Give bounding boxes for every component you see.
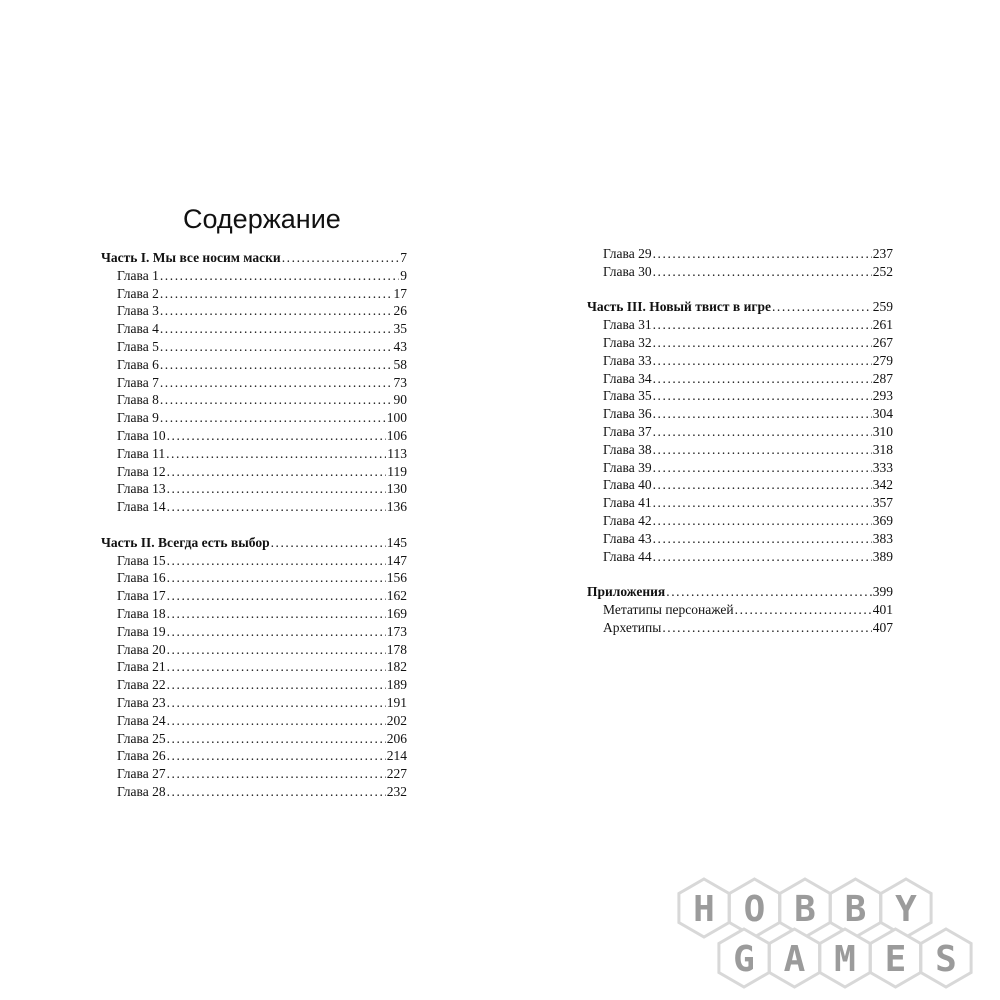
- toc-entry-title: Глава 15: [117, 552, 166, 568]
- toc-page-number: 58: [393, 356, 407, 372]
- toc-chapter-entry[interactable]: [587, 352, 893, 370]
- toc-page-number: 383: [872, 530, 893, 546]
- toc-page-number: 279: [872, 352, 893, 368]
- toc-chapter-entry[interactable]: [587, 512, 893, 530]
- toc-entry-title: Глава 42: [603, 512, 652, 528]
- toc-page-number: 162: [386, 588, 407, 604]
- toc-chapter-entry[interactable]: [101, 747, 407, 765]
- toc-page-number: 342: [872, 477, 893, 493]
- toc-dot-leader: [653, 530, 872, 548]
- toc-chapter-entry[interactable]: [101, 730, 407, 748]
- toc-page-number: 182: [386, 659, 407, 675]
- logo-letter: A: [783, 939, 806, 980]
- logo-letter: Y: [895, 889, 917, 930]
- toc-entry-title: Глава 40: [603, 477, 652, 493]
- toc-page-number: 261: [872, 317, 893, 333]
- toc-chapter-entry[interactable]: [101, 480, 407, 498]
- toc-entry-title: Глава 9: [117, 410, 159, 426]
- toc-entry-title: Глава 39: [603, 459, 652, 475]
- toc-entry-title: Глава 18: [117, 605, 166, 621]
- toc-spacer: [587, 281, 893, 299]
- toc-page-number: 26: [393, 303, 407, 319]
- toc-entry-title: Глава 36: [603, 406, 652, 422]
- toc-chapter-entry[interactable]: [101, 712, 407, 730]
- toc-entry-title: Глава 29: [603, 246, 652, 261]
- toc-page-number: 407: [872, 619, 893, 635]
- toc-entry-title: Глава 10: [117, 427, 166, 443]
- toc-dot-leader: [166, 445, 386, 463]
- toc-dot-leader: [167, 623, 386, 641]
- toc-chapter-entry[interactable]: [101, 605, 407, 623]
- toc-chapter-entry[interactable]: [587, 334, 893, 352]
- toc-chapter-entry[interactable]: [101, 463, 407, 481]
- toc-chapter-entry[interactable]: [587, 548, 893, 566]
- toc-dot-leader: [167, 480, 386, 498]
- toc-page-number: 73: [393, 374, 407, 390]
- logo-letter: H: [693, 889, 715, 930]
- toc-chapter-entry[interactable]: [101, 445, 407, 463]
- toc-dot-leader: [160, 302, 393, 320]
- toc-chapter-entry[interactable]: [587, 423, 893, 441]
- toc-page-number: 357: [872, 495, 893, 511]
- toc-entry-title: Глава 12: [117, 463, 166, 479]
- toc-dot-leader: [167, 747, 386, 765]
- toc-part-entry[interactable]: [101, 534, 407, 552]
- toc-entry-title: Приложения: [587, 584, 666, 600]
- toc-chapter-entry[interactable]: [101, 320, 407, 338]
- toc-chapter-entry[interactable]: [101, 783, 407, 801]
- toc-left-column: [101, 249, 407, 801]
- toc-chapter-entry[interactable]: [101, 285, 407, 303]
- toc-chapter-entry[interactable]: [587, 601, 893, 619]
- toc-entry-title: Глава 28: [117, 783, 166, 799]
- toc-page-number: 252: [872, 263, 893, 279]
- toc-dot-leader: [282, 249, 400, 267]
- toc-entry-title: Глава 41: [603, 495, 652, 511]
- toc-page-number: 202: [386, 712, 407, 728]
- toc-page-number: 214: [386, 748, 407, 764]
- toc-entry-title: Глава 38: [603, 441, 652, 457]
- toc-dot-leader: [167, 765, 386, 783]
- toc-part-entry[interactable]: [587, 298, 893, 316]
- logo-letter: S: [935, 939, 957, 980]
- toc-dot-leader: [167, 463, 387, 481]
- toc-page-number: 267: [872, 334, 893, 350]
- toc-entry-title: Глава 7: [117, 374, 159, 390]
- toc-entry-title: Глава 2: [117, 285, 159, 301]
- toc-entry-title: Часть II. Всегда есть выбор: [101, 534, 270, 550]
- toc-chapter-entry[interactable]: [101, 409, 407, 427]
- toc-dot-leader: [167, 427, 386, 445]
- toc-page-number: 130: [386, 481, 407, 497]
- toc-chapter-entry[interactable]: [101, 694, 407, 712]
- toc-dot-leader: [666, 583, 872, 601]
- toc-chapter-entry[interactable]: [101, 641, 407, 659]
- toc-entry-title: Глава 4: [117, 321, 159, 337]
- page-title: Содержание: [183, 204, 341, 234]
- toc-page-number: 7: [400, 250, 407, 265]
- logo-letter: M: [834, 939, 856, 980]
- toc-part-entry[interactable]: [101, 249, 407, 267]
- toc-dot-leader: [653, 494, 872, 512]
- toc-dot-leader: [160, 374, 393, 392]
- toc-page-number: 100: [386, 410, 407, 426]
- toc-entry-title: Глава 19: [117, 623, 166, 639]
- toc-chapter-entry[interactable]: [587, 459, 893, 477]
- toc-chapter-entry[interactable]: [587, 387, 893, 405]
- hobby-games-watermark-logo: [672, 876, 990, 996]
- toc-dot-leader: [160, 391, 393, 409]
- toc-spacer: [587, 565, 893, 583]
- toc-page-number: 178: [386, 641, 407, 657]
- toc-spacer: [101, 516, 407, 534]
- toc-page-number: 169: [386, 605, 407, 621]
- toc-chapter-entry[interactable]: [587, 441, 893, 459]
- toc-page-number: 113: [387, 445, 407, 461]
- toc-chapter-entry[interactable]: [587, 370, 893, 388]
- toc-chapter-entry[interactable]: [587, 619, 893, 637]
- logo-letter: E: [884, 939, 907, 980]
- toc-chapter-entry[interactable]: [101, 676, 407, 694]
- toc-page-number: 17: [393, 285, 407, 301]
- toc-entry-title: Глава 1: [117, 267, 159, 283]
- toc-entry-title: Часть III. Новый твист в игре: [587, 299, 771, 315]
- toc-dot-leader: [167, 730, 386, 748]
- toc-page-number: 189: [386, 677, 407, 693]
- toc-chapter-entry[interactable]: [101, 658, 407, 676]
- toc-entry-title: Глава 27: [117, 766, 166, 782]
- logo-letter: O: [743, 889, 766, 930]
- toc-dot-leader: [160, 285, 393, 303]
- toc-entry-title: Глава 34: [603, 370, 652, 386]
- toc-page-number: 147: [386, 552, 407, 568]
- toc-dot-leader: [653, 387, 872, 405]
- toc-dot-leader: [167, 658, 386, 676]
- toc-dot-leader: [271, 534, 386, 552]
- toc-page-number: 43: [393, 338, 407, 354]
- toc-page-number: 232: [386, 783, 407, 799]
- toc-dot-leader: [653, 512, 872, 530]
- toc-page-number: 35: [393, 321, 407, 337]
- toc-dot-leader: [167, 712, 386, 730]
- toc-dot-leader: [160, 409, 386, 427]
- toc-page-number: 173: [386, 623, 407, 639]
- toc-dot-leader: [653, 548, 872, 566]
- toc-page-number: 9: [400, 267, 407, 283]
- toc-entry-title: Глава 26: [117, 748, 166, 764]
- toc-dot-leader: [653, 423, 872, 441]
- toc-dot-leader: [160, 267, 399, 285]
- toc-entry-title: Глава 24: [117, 712, 166, 728]
- toc-entry-title: Глава 21: [117, 659, 166, 675]
- toc-dot-leader: [653, 316, 872, 334]
- toc-dot-leader: [160, 356, 393, 374]
- toc-chapter-entry[interactable]: [101, 498, 407, 516]
- toc-chapter-entry[interactable]: [101, 427, 407, 445]
- toc-dot-leader: [653, 459, 872, 477]
- toc-page-number: 318: [872, 441, 893, 457]
- toc-page-number: 227: [386, 766, 407, 782]
- toc-entry-title: Глава 13: [117, 481, 166, 497]
- toc-page-number: 399: [872, 584, 893, 600]
- toc-entry-title: Глава 44: [603, 548, 652, 564]
- toc-page-number: 389: [872, 548, 893, 564]
- toc-entry-title: Глава 30: [603, 263, 652, 279]
- toc-right-column: [587, 245, 893, 637]
- toc-dot-leader: [167, 587, 386, 605]
- toc-entry-title: Глава 3: [117, 303, 159, 319]
- toc-chapter-entry[interactable]: [587, 316, 893, 334]
- toc-chapter-entry[interactable]: [101, 765, 407, 783]
- toc-page-number: 259: [872, 299, 893, 315]
- toc-dot-leader: [167, 552, 386, 570]
- toc-page-number: 304: [872, 406, 893, 422]
- toc-page-number: 156: [386, 570, 407, 586]
- toc-dot-leader: [653, 352, 872, 370]
- toc-entry-title: Глава 25: [117, 730, 166, 746]
- toc-entry-title: Глава 43: [603, 530, 652, 546]
- toc-chapter-entry[interactable]: [101, 356, 407, 374]
- toc-entry-title: Глава 8: [117, 392, 159, 408]
- toc-entry-title: Глава 32: [603, 334, 652, 350]
- toc-chapter-entry[interactable]: [587, 405, 893, 423]
- toc-dot-leader: [167, 694, 386, 712]
- toc-chapter-entry[interactable]: [587, 245, 893, 263]
- toc-page-number: 206: [386, 730, 407, 746]
- logo-letter: G: [733, 939, 755, 980]
- toc-dot-leader: [653, 245, 872, 263]
- toc-page-number: 333: [872, 459, 893, 475]
- toc-chapter-entry[interactable]: [587, 494, 893, 512]
- toc-dot-leader: [653, 405, 872, 423]
- toc-dot-leader: [653, 441, 872, 459]
- logo-letter: B: [794, 889, 816, 930]
- toc-entry-title: Глава 11: [117, 445, 166, 461]
- toc-dot-leader: [653, 263, 872, 281]
- toc-page-number: 293: [872, 388, 893, 404]
- toc-dot-leader: [160, 320, 393, 338]
- toc-page-number: 287: [872, 370, 893, 386]
- toc-chapter-entry[interactable]: [101, 302, 407, 320]
- toc-dot-leader: [662, 619, 871, 637]
- toc-chapter-entry[interactable]: [587, 263, 893, 281]
- toc-page-number: 369: [872, 512, 893, 528]
- toc-chapter-entry[interactable]: [101, 552, 407, 570]
- toc-entry-title: Глава 14: [117, 499, 166, 515]
- toc-entry-title: Глава 6: [117, 356, 159, 372]
- toc-entry-title: Глава 5: [117, 338, 159, 354]
- toc-entry-title: Глава 16: [117, 570, 166, 586]
- toc-dot-leader: [772, 298, 872, 316]
- toc-entry-title: Глава 35: [603, 388, 652, 404]
- toc-entry-title: Глава 23: [117, 694, 166, 710]
- toc-entry-title: Архетипы: [603, 619, 662, 635]
- toc-entry-title: Глава 17: [117, 588, 166, 604]
- toc-dot-leader: [167, 783, 386, 801]
- toc-dot-leader: [167, 569, 386, 587]
- toc-dot-leader: [160, 338, 393, 356]
- toc-dot-leader: [167, 605, 386, 623]
- toc-page-number: 136: [386, 499, 407, 515]
- toc-chapter-entry[interactable]: [587, 530, 893, 548]
- toc-page-number: 310: [872, 423, 893, 439]
- toc-dot-leader: [653, 370, 872, 388]
- toc-entry-title: Метатипы персонажей: [603, 601, 734, 617]
- toc-entry-title: Глава 33: [603, 352, 652, 368]
- toc-page-number: 191: [386, 694, 407, 710]
- toc-chapter-entry[interactable]: [101, 267, 407, 285]
- toc-entry-title: Глава 22: [117, 677, 166, 693]
- toc-entry-title: Глава 20: [117, 641, 166, 657]
- toc-part-entry[interactable]: [587, 583, 893, 601]
- toc-chapter-entry[interactable]: [101, 587, 407, 605]
- toc-dot-leader: [167, 641, 386, 659]
- toc-page-number: 237: [872, 246, 893, 261]
- toc-chapter-entry[interactable]: [101, 374, 407, 392]
- toc-page-number: 401: [872, 601, 893, 617]
- toc-page-number: 90: [393, 392, 407, 408]
- logo-letter: B: [844, 889, 867, 930]
- toc-page-number: 106: [386, 427, 407, 443]
- toc-chapter-entry[interactable]: [587, 476, 893, 494]
- toc-entry-title: Часть I. Мы все носим маски: [101, 250, 281, 265]
- toc-chapter-entry[interactable]: [101, 623, 407, 641]
- toc-page-number: 119: [387, 463, 407, 479]
- toc-dot-leader: [735, 601, 872, 619]
- toc-page-number: 145: [386, 534, 407, 550]
- toc-chapter-entry[interactable]: [101, 391, 407, 409]
- toc-dot-leader: [167, 498, 386, 516]
- toc-dot-leader: [653, 476, 872, 494]
- toc-dot-leader: [167, 676, 386, 694]
- toc-entry-title: Глава 37: [603, 423, 652, 439]
- toc-dot-leader: [653, 334, 872, 352]
- toc-chapter-entry[interactable]: [101, 338, 407, 356]
- toc-chapter-entry[interactable]: [101, 569, 407, 587]
- toc-entry-title: Глава 31: [603, 317, 652, 333]
